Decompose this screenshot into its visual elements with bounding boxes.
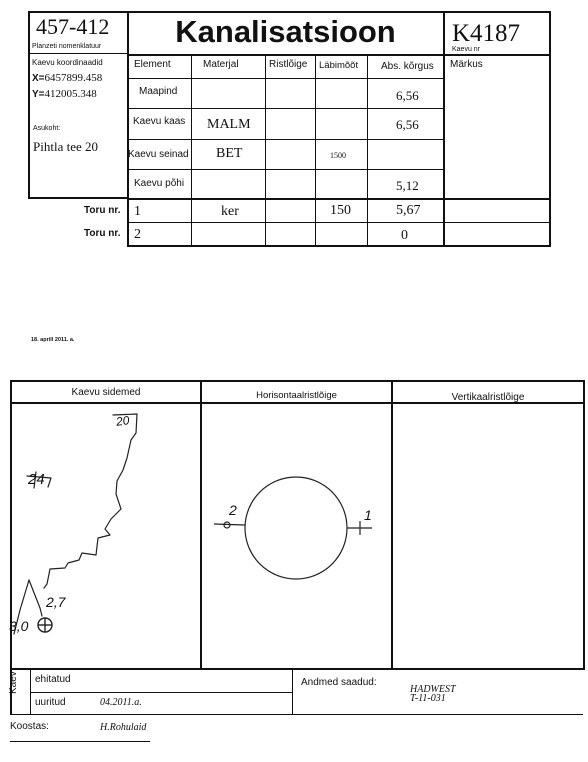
plan-number: 457-412 bbox=[36, 14, 110, 39]
dim-27: 2,7 bbox=[46, 594, 66, 610]
dim-30: 3,0 bbox=[9, 618, 29, 634]
row-element: Kaevu kaas bbox=[133, 116, 186, 127]
data-source-label: Andmed saadud: bbox=[301, 677, 377, 688]
section-vertical-title: Vertikaalristlõige bbox=[451, 392, 525, 403]
surveyed-value: 04.2011.a. bbox=[100, 697, 142, 708]
dim-24: 24 bbox=[28, 471, 45, 488]
plan-caption: Planzeti nomenklatuur bbox=[32, 43, 102, 50]
row-elevation: 6,56 bbox=[396, 117, 419, 132]
well-symbol bbox=[38, 618, 52, 632]
row-elevation: 6,56 bbox=[396, 88, 419, 103]
row-material: BET bbox=[216, 146, 243, 161]
x-label: X= bbox=[32, 73, 45, 84]
col-element: Element bbox=[134, 59, 171, 70]
row-elevation: 5,12 bbox=[396, 178, 419, 193]
section-ties-title: Kaevu sidemed bbox=[71, 387, 141, 398]
well-circle bbox=[245, 477, 347, 579]
compiled-label: Koostas: bbox=[10, 721, 49, 732]
x-value: 6457899.458 bbox=[44, 72, 103, 84]
horizontal-section-drawing bbox=[202, 404, 391, 668]
col-diameter: Läbimõõt bbox=[319, 60, 359, 71]
well-number: K4187 bbox=[452, 20, 521, 47]
row-material: MALM bbox=[207, 117, 251, 132]
col-remarks: Märkus bbox=[450, 59, 483, 70]
date-note: 18. aprill 2011. a. bbox=[31, 337, 75, 343]
row-diameter: 1500 bbox=[330, 151, 346, 160]
data-source-value-1: HADWEST bbox=[410, 684, 456, 695]
surveyed-label: uuritud bbox=[35, 697, 66, 708]
row-element: Kaevu seinad bbox=[128, 149, 189, 160]
pipe-elevation: 5,67 bbox=[396, 203, 421, 218]
section-horizontal-title: Horisontaalristlõige bbox=[256, 390, 337, 401]
pipe-2-label: 2 bbox=[229, 502, 237, 518]
pipe-elevation: 0 bbox=[401, 228, 408, 243]
pipe-diameter: 150 bbox=[330, 203, 351, 218]
y-label: Y= bbox=[32, 89, 45, 100]
location-value: Pihtla tee 20 bbox=[33, 139, 98, 154]
col-material: Materjal bbox=[203, 59, 239, 70]
coords-label: Kaevu koordinaadid bbox=[32, 58, 103, 67]
well-caption: Kaevu nr bbox=[452, 46, 481, 53]
pipe-label: Toru nr. bbox=[84, 205, 121, 216]
built-label: ehitatud bbox=[35, 674, 71, 685]
y-value: 412005.348 bbox=[44, 88, 97, 100]
pipe-number: 2 bbox=[134, 227, 141, 242]
pipe-number: 1 bbox=[134, 204, 141, 219]
col-elevation: Abs. kõrgus bbox=[381, 61, 434, 72]
pipe-label: Toru nr. bbox=[84, 228, 121, 239]
col-cross-section: Ristlõige bbox=[269, 59, 308, 70]
dim-20: 20 bbox=[115, 413, 131, 429]
row-element: Kaevu põhi bbox=[134, 178, 185, 189]
location-label: Asukoht: bbox=[33, 125, 61, 132]
well-vertical-label: Kaev bbox=[8, 671, 19, 694]
row-element: Maapind bbox=[139, 86, 178, 97]
pipe-material: ker bbox=[221, 204, 239, 219]
data-source-value-2: T-11-031 bbox=[410, 693, 446, 704]
page-title: Kanalisatsioon bbox=[175, 14, 396, 49]
compiled-value: H.Rohulaid bbox=[100, 722, 147, 733]
pipe-1-label: 1 bbox=[364, 507, 372, 523]
